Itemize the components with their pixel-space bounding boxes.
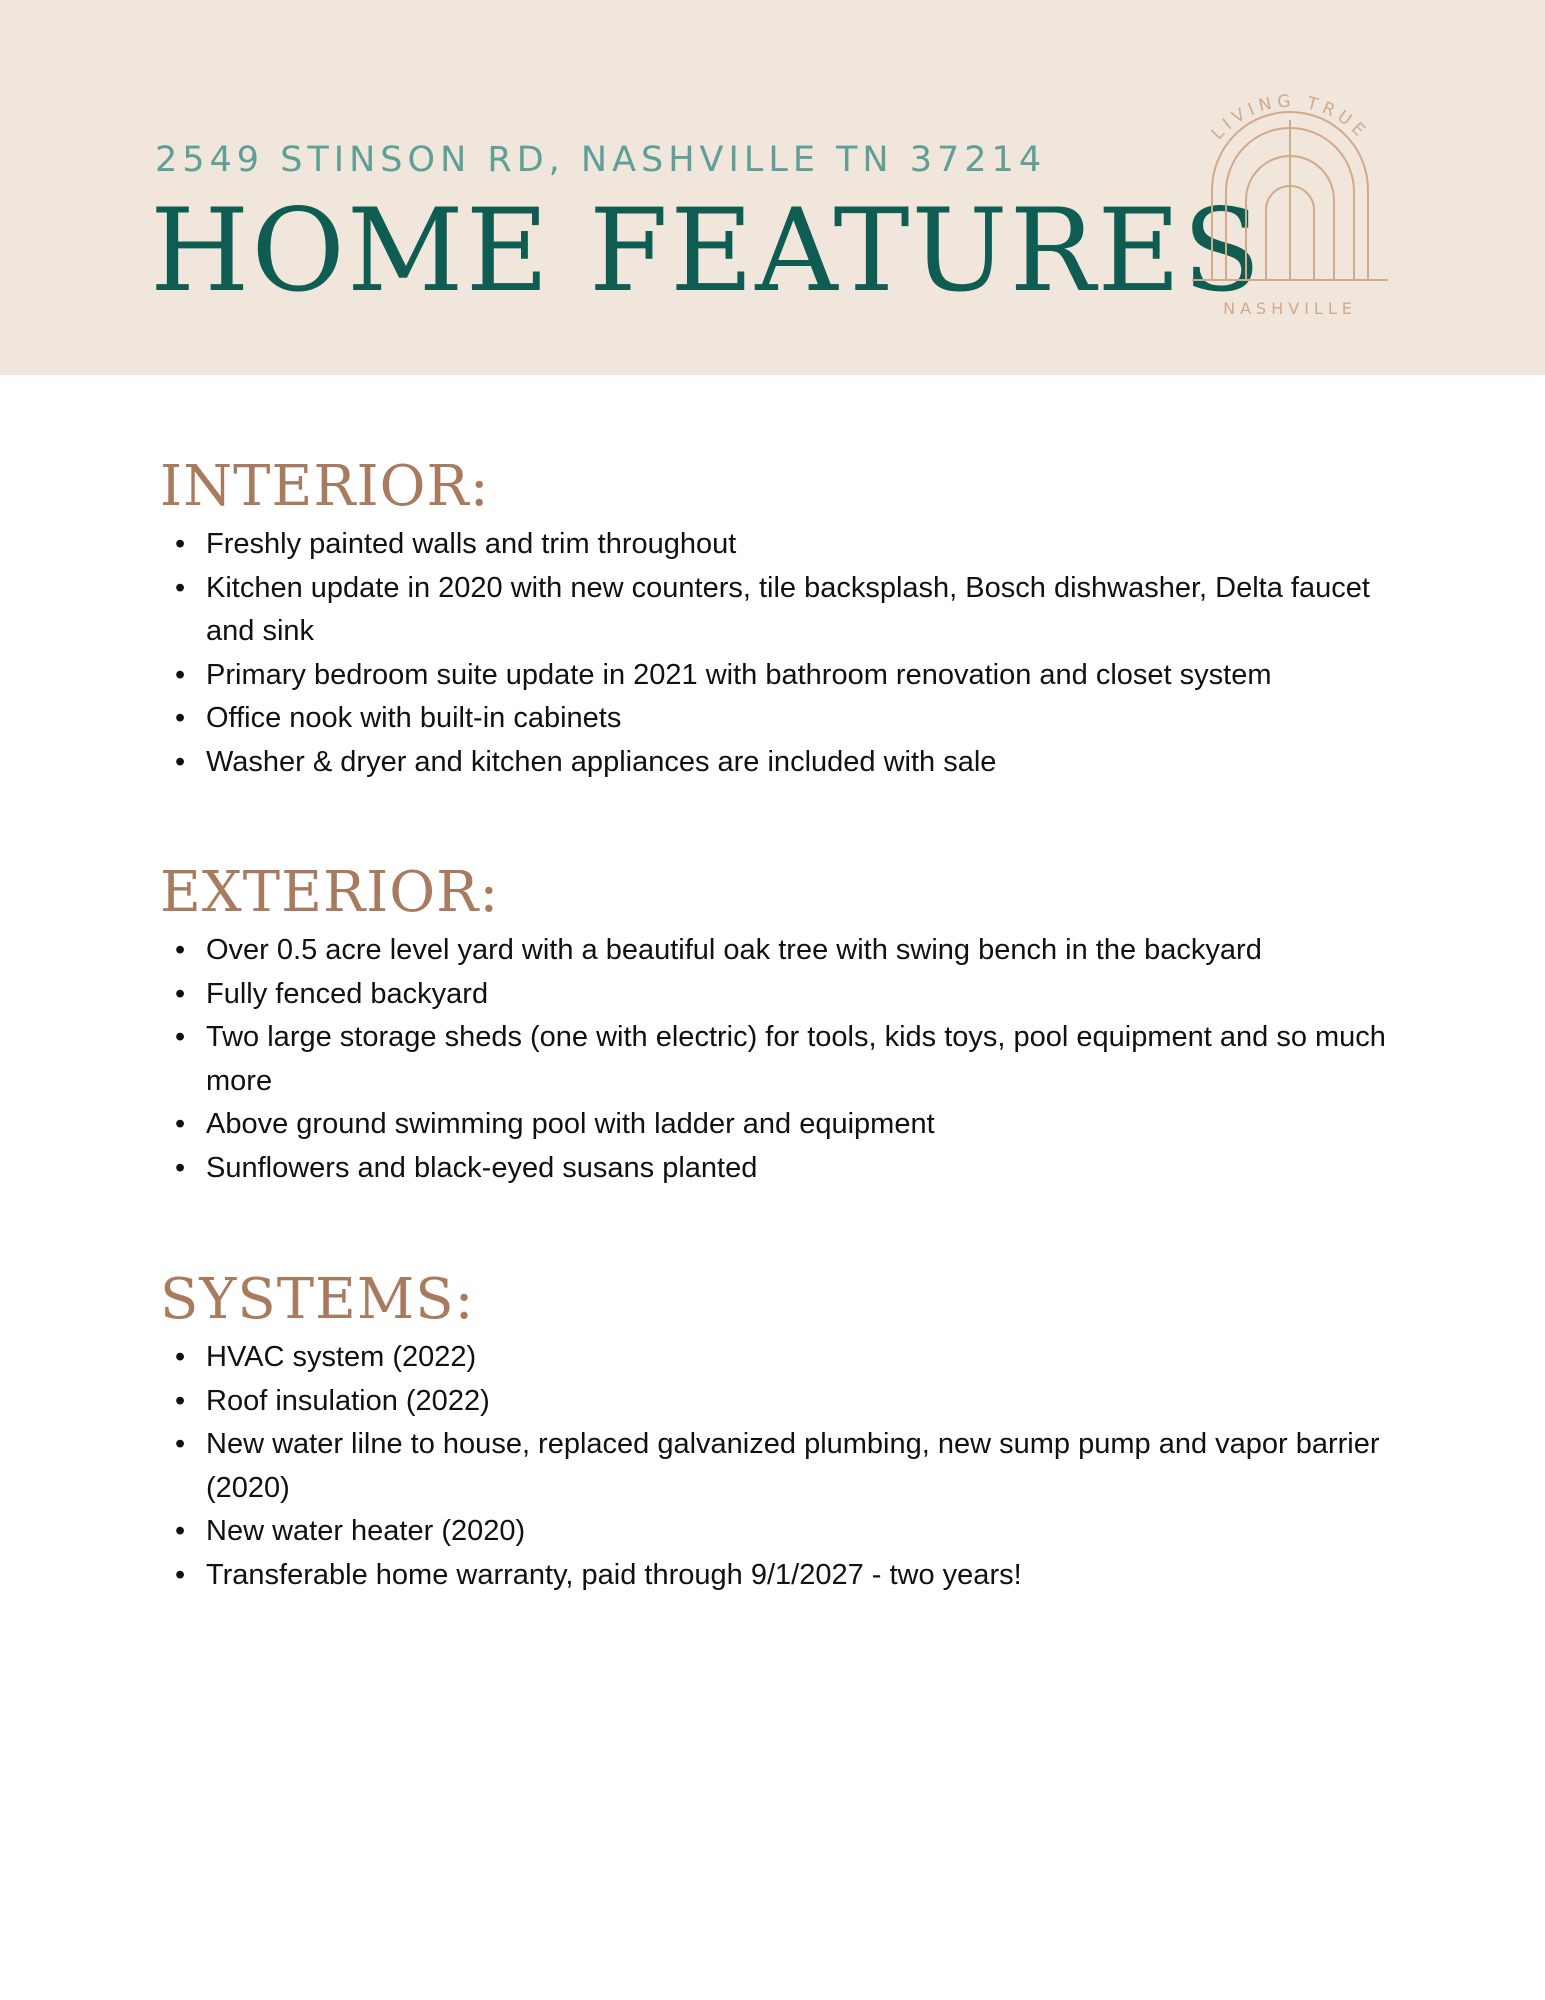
list-item: • Above ground swimming pool with ladder and equipment: [175, 1108, 935, 1140]
list-item: • Freshly painted walls and trim throughout: [175, 528, 737, 560]
header-banner: [0, 0, 1545, 375]
section-heading-interior: INTERIOR:: [160, 454, 490, 519]
list-item: • Transferable home warranty, paid through 9/1/2027 - two years!: [175, 1558, 1022, 1591]
section-heading-exterior: EXTERIOR:: [160, 860, 500, 925]
logo-bottom-text: NASHVILLE: [1223, 299, 1357, 318]
living-true-logo: [1180, 80, 1400, 330]
list-item: • Washer & dryer and kitchen appliances are included with sale: [175, 745, 997, 778]
list-item: • Office nook with built-in cabinets: [175, 702, 622, 734]
property-address: 2549 STINSON RD, NASHVILLE TN 37214: [155, 140, 1047, 180]
list-item: • Roof insulation (2022): [175, 1384, 490, 1417]
exterior-feature-list: [175, 929, 1386, 1190]
page-title: HOME FEATURES: [150, 184, 1263, 317]
list-item: • Two large storage sheds (one with electric) for tools, kids toys, pool equipment and so much more: [175, 1021, 1386, 1097]
logo-top-text: LIVING TRUE: [1207, 91, 1373, 144]
list-item: • Over 0.5 acre level yard with a beautiful oak tree with swing bench in the backyard: [175, 934, 1262, 966]
list-item: • New water lilne to house, replaced galvanized plumbing, new sump pump and vapor barrier (2020): [175, 1428, 1380, 1504]
list-item: • Primary bedroom suite update in 2021 with bathroom renovation and closet system: [175, 658, 1272, 691]
systems-feature-list: [175, 1336, 1386, 1597]
list-item: • New water heater (2020): [175, 1515, 526, 1547]
list-item: • Fully fenced backyard: [175, 977, 489, 1010]
section-heading-systems: SYSTEMS:: [160, 1267, 475, 1332]
interior-feature-list: [175, 523, 1386, 784]
list-item: • Sunflowers and black-eyed susans planted: [175, 1151, 758, 1184]
list-item: • Kitchen update in 2020 with new counters, tile backsplash, Bosch dishwasher, Delta faucet and sink: [175, 571, 1370, 647]
list-item: • HVAC system (2022): [175, 1341, 477, 1373]
